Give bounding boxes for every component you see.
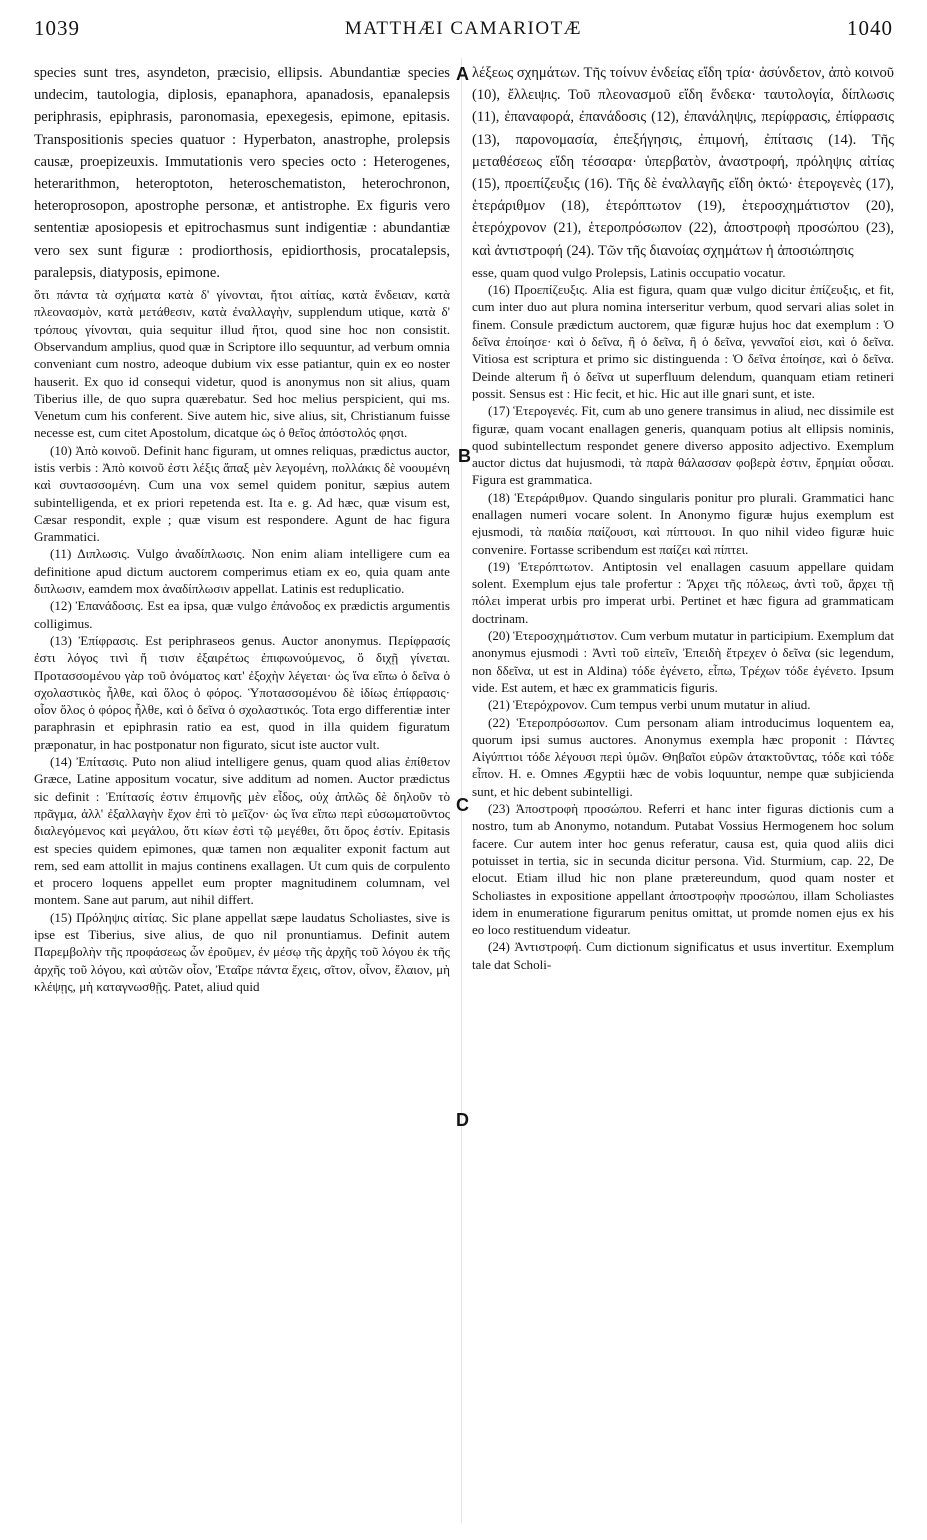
margin-marker-c: C bbox=[456, 795, 469, 815]
margin-marker-d: D bbox=[456, 1110, 469, 1130]
margin-marker-a: A bbox=[456, 64, 469, 84]
column-divider bbox=[461, 58, 462, 1523]
right-note: (18) Ἑτεράριθμον. Quando singularis ponitur pro plurali. Grammatici hanc enallagen numeri vocare solent. In Anonymo figuræ hujus exemplum est ejusmodi, τὰ παιδία παίζουσι, καὶ πίπτουσι. In quo nihil video figuræ huic convenire. Fortasse scribendum est παίζει καὶ πίπτει. bbox=[472, 489, 894, 557]
left-note: (14) Ἐπίτασις. Puto non aliud intelligere genus, quam quod alias ἐπίθετον Græce, Latine appositum vocatur, sive additum ad nomen. Auctor prædictus sic definit : Ἐπίτασίς ἐστιν ἐπιμονῆς μὲν εἶδος, οὐχ ἁπλῶς δὲ δηλοῦν τὸ πρᾶγμα, ἀλλ' ἐξαλλαγὴν ἔχον ἐπὶ τὸ μεῖζον· ὡς ἵνα εἴπω περὶ εὐσωματοῦντος διαλεγόμενος καὶ μεγάλου, ὅτι κίων ἐστὶ τῷ μεγέθει, ὅτι ὄρος ἐστίν. Epitasis est species quidem epimones, quæ tamen non æqualiter exponit factum aut rem, sed eam attollit in majus continens exallagen. Ut cum quis de corpulento et procero loquens appellet eum propter magnitudinem columnam, vel montem. Sane aut parum, aut nihil differt. bbox=[34, 754, 450, 908]
left-lead-text: species sunt tres, asyndeton, præcisio, ellipsis. Abundantiæ species undecim, tautologia, diplosis, epanaphora, apanadosis, epanalepsis periphrasis, epiphrasis, paronomasia, epexegesis, epimone, epitasis. Transpositionis species quatuor : Hyperbaton, anastrophe, prolepsis causæ, proepizeuxis. Immutationis vero species octo : Heterogenes, heterarithmon, heteroptoton, heteroschematiston, heterochronon, heteroprosopon, apostrophe personæ, et antistrophe. Ex figuris vero sententiæ aposiopesis et epitrochasmus sunt indigentiæ : abundantiæ vero sex sunt figuræ : prodiorthosis, epidiorthosis, procatalepsis, paralepsis, diatyposis, epimone. bbox=[34, 65, 450, 281]
right-note: (19) Ἑτερόπτωτον. Antiptosin vel enallagen casuum appellare quidam solent. Exemplum ejus tale profertur : Ἄρχει τῆς πόλεως, ἀντὶ τοῦ, ἄρχει τῇ πόλει imperat urbis pro imperat urbi. Pertinet et hæc figura ad grammaticam doctrinam. bbox=[472, 558, 894, 626]
right-note: (22) Ἑτεροπρόσωπον. Cum personam aliam introducimus loquentem ea, quorum ipsi sumus auctores. Anonymus exempla hæc proponit : Πάντες Αἰγύπτιοι τόδε λέγουσι περὶ ὑμῶν. Θηβαῖοι εὐρῶν ἀτακτοῦντας, τόδε καὶ τόδε εἶπον. H. e. Omnes Ægyptii hæc de vobis loquuntur, nempe quæ subjicienda sunt, et hic debent subintelligi. bbox=[472, 714, 894, 799]
left-note: (10) Ἀπὸ κοινοῦ. Definit hanc figuram, ut omnes reliquas, prædictus auctor, istis verbis : Ἀπὸ κοινοῦ ἐστι λέξις ἅπαξ μὲν λεγομένη, πολλάκις δὲ νοουμένη καὶ συντασσομένη. Cum una vox semel quidem ponitur, sæpius autem subintelligenda, et ex priori repetenda est. Ita e. g. Ad hæc, quæ visum est, Cæsar respondit, exple ; quæ visum est respondere. Agunt de hac figura Grammatici. bbox=[34, 442, 450, 545]
right-notes bbox=[472, 264, 894, 973]
left-notes bbox=[34, 286, 450, 995]
left-column bbox=[34, 62, 450, 995]
left-note: (15) Πρόληψις αἰτίας. Sic plane appellat sæpe laudatus Scholiastes, sive is ipse est Tiberius, sive alius, de quo nil pronuntiamus. Definit autem Παρεμβολὴν τῆς προφάσεως ὧν ἐροῦμεν, ἐν μέσῳ τῆς ἀρχῆς τοῦ λόγου ἐκ τῆς ἀρχῆς τοῦ λόγου, καὶ αὐτῶν οἷον, Ἐταῖρε πάντα ἔχεις, σῖτον, οἶνον, ἔλαιον, μὴ κλέψῃς, μὴ καταγνωσθῇς. Patet, aliud quid bbox=[34, 909, 450, 994]
page-number-left: 1039 bbox=[34, 16, 80, 40]
page-number-right: 1040 bbox=[847, 16, 893, 40]
right-note: (17) Ἑτερογενές. Fit, cum ab uno genere transimus in aliud, nec dissimile est figuræ, quam vocant enallagen generis, quanquam potius alt ellipsis nominis, quod subintellectum respondet genere diverso apposito adjectivo. Exemplum auctor dictus dat hujusmodi, τὰ παρὰ θάλασσαν φοβερὰ ἐστιν, ἔρημίαι οὖσαι. Figura est grammatica. bbox=[472, 403, 894, 488]
right-lead-text: λέξεως σχημάτων. Τῆς τοίνυν ἐνδείας εἴδη τρία· ἀσύνδετον, ἀπὸ κοινοῦ (10), ἔλλειψις. Τοῦ πλεονασμοῦ εἴδη ἕνδεκα· ταυτολογία, δίπλωσις (11), ἐπαναφορά, ἐπανάδοσις (12), ἐπανάληψις, περίφρασις, ἐπίφρασις (13), παρονομασία, ἐπεξήγησις, ἐπιμονή, ἐπίτασις (14). Τῆς μεταθέσεως εἴδη τέσσαρα· ὑπερβατὸν, ἀναστροφή, πρόληψις αἰτίας (15), προεπίζευξις (16). Τῆς δὲ ἐναλλαγῆς εἴδη ὀκτώ· ἑτερογενὲς (17), ἑτεράριθμον (18), ἑτερόπτωτον (19), ἑτεροσχημάτιστον (20), ἑτερόχρονον (21), ἑτεροπρόσωπον (22), ἀποστροφὴ προσώπου (23), καὶ ἀντιστροφή (24). Τῶν τῆς διανοίας σχημάτων ἡ ἀποσιώπησις bbox=[472, 65, 894, 259]
running-header bbox=[30, 10, 897, 46]
right-note: (16) Προεπίζευξις. Alia est figura, quam quæ vulgo dicitur ἐπίζευξις, et fit, cum inter duo aut plura nomina interseritur verbum, quod servari alias solet in finem. Consule prædictum auctorem, quæ figuræ hujus hoc dat exemplum : Ὁ δεῖνα ἐποίησε· καὶ ὁ δεῖνα, ἢ ὁ δεῖνα, ἢ ὁ δεῖνα, γενναῖοί εἰσι, καὶ ὁ δεῖνα. Vitiosa est scriptura et primo sic distinguenda : Ὁ δεῖνα ἐποίησε, καὶ ὁ δεῖνα. Deinde alterum ἢ ὁ δεῖνα ut superfluum delendum, quanquam etiam retineri possit. Sensus est : Hic fecit, et hic. Hic aut ille gnari sunt, et iste. bbox=[472, 282, 894, 401]
left-note: (12) Ἐπανάδοσις. Est ea ipsa, quæ vulgo ἐπάνοδος ex prædictis argumentis colligimus. bbox=[34, 598, 450, 631]
running-title: MATTHÆI CAMARIOTÆ bbox=[344, 18, 583, 39]
left-note: (11) Διπλωσις. Vulgo ἀναδίπλωσις. Non enim aliam intelligere cum ea definitione apud dictum auctorem comperimus etiam ex eo, quia quam ante διπλωσιν, eamdem mox ἀναδίπλωσιν appellat. Latinis est reduplicatio. bbox=[34, 546, 450, 597]
left-note: ὅτι πάντα τὰ σχήματα κατὰ δ' γίνονται, ἤτοι αἰτίας, κατὰ ἔνδειαν, κατὰ πλεονασμὸν, κατὰ μετάθεσιν, κατὰ ἐναλλαγὴν, supplendum utique, κατὰ δ' τρόπους γίνονται, quia sequitur illud ἤτοι, quod sine hoc non consistit. Observandum amplius, quod quæ in Scriptore illo sequuntur, ad verbum omnia conveniant cum nostro, adeoque dubium vix esse patiantur, quin ex eo noster hauserit. Ex quo id consequi videtur, quod is anonymus non sit alius, quam Tiberius ille, de quo supra quærebatur. Sed hoc melius perspicient, qui ms. Venetum cum his conferent. Sive autem hic, sive alius, sit, Christianum fuisse necesse est, cum citet Apostolum, dicatque ὡς ὁ θεῖος ἀπόστολός φησι. bbox=[34, 287, 450, 441]
right-note: (24) Ἀντιστροφή. Cum dictionum significatus et usus invertitur. Exemplum tale dat Scholi- bbox=[472, 939, 894, 972]
right-note: esse, quam quod vulgo Prolepsis, Latinis occupatio vocatur. bbox=[472, 264, 786, 280]
right-note: (21) Ἑτερόχρονον. Cum tempus verbi unum mutatur in aliud. bbox=[488, 697, 811, 713]
left-note: (13) Ἐπίφρασις. Est periphraseos genus. Auctor anonymus. Περίφρασίς ἐστι λόγος τινὶ ἤ τισιν ἐξαιρέτως ἐπιφωνούμενος, ὅ διχῇ γίνεται. Προτασσομένου γὰρ τοῦ ὀνόματος κατ' ἐξοχὴν λέγεται· ὡς ἵνα εἴπω ὁ δεῖνα ὁ σχολαστικὸς ἦλθε, καὶ ὅλος ὁ φόρος. Ὑποτασσομένου δὲ ἰδίως ἐπίφρασις· οἷον ὅλος ὁ φόρος ἦλθε, καὶ ὁ δεῖνα ὁ σχολαστικός. Tota ergo differentiæ inter paraphrasin et epiphrasin ratio ea est, quod in illa quidem figuratum præponatur, in hac postponatur non figurato, sicut iste auctor vult. bbox=[34, 632, 450, 752]
right-column bbox=[472, 62, 894, 973]
right-note: (20) Ἑτεροσχημάτιστον. Cum verbum mutatur in participium. Exemplum dat anonymus ejusmodi : Ἀντὶ τοῦ εἰπεῖν, Ἐπειδὴ ἔτρεχεν ὁ δεῖνα (sic legendum, non δδεῖνα, ut est in Aldina) τόδε ἐγένετο, εἶπω, Τρέχων τόδε ἐγένετο. Ipsum vide. Est autem, et hæc ex grammaticis figuris. bbox=[472, 628, 894, 695]
margin-marker-b: B bbox=[458, 446, 471, 466]
right-note: (23) Ἀποστροφὴ προσώπου. Referri et hanc inter figuras dictionis cum a nostro, tum ab Anonymo, notandum. Putabat Vossius Hermogenem hoc solum facere. Cur autem inter hoc genus referatur, causa est, quia quod aliis dici potuisset in tertia, sic in secunda dicitur persona. Vid. Sturmium, cap. 22, De elocut. Etiam illud hic non plane prætereundum, quod quam noster et Scholiastes in expositione appellant ἀποστροφὴν προσώπου, illam Scholiastes idem in enumeratione figurarum penitus omittat, ut promde nomen ejus ex his eo loco restituendum videatur. bbox=[472, 801, 894, 938]
